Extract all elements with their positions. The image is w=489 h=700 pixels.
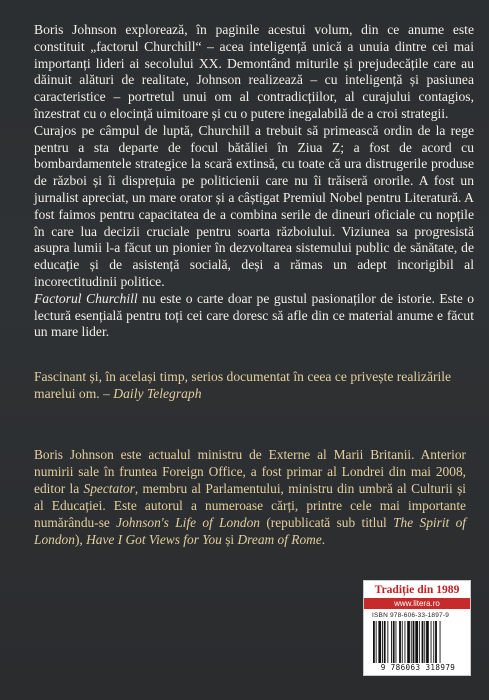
barcode-bar	[405, 621, 406, 663]
barcode-bar	[413, 621, 415, 663]
barcode-bar	[373, 621, 375, 663]
book-blurb	[34, 22, 474, 341]
barcode-bar	[396, 621, 397, 663]
barcode-bar	[411, 621, 412, 663]
barcode-number: 9 786063 318979	[380, 663, 456, 672]
isbn-label: ISBN 978-606-33-1897-9	[372, 612, 450, 619]
bio-book-title: Dream of Rome	[237, 532, 322, 547]
barcode-bar	[387, 621, 388, 663]
barcode-bar	[407, 621, 410, 663]
author-bio	[34, 446, 466, 548]
blurb-paragraph-3-text: nu este o carte doar pe gustul pasionaților de istorie. Este o lectură esențială pentru toți cei care doresc să afle din ce material anume e făcut un mare lider.	[34, 290, 475, 340]
bio-spectator: Spectator	[83, 481, 135, 496]
bio-text: ),	[74, 532, 87, 547]
barcode-bar	[419, 621, 420, 663]
bio-book-title: The Spirit of London	[34, 515, 467, 547]
bio-text: (republicată sub titlul	[260, 515, 394, 530]
barcode-bar	[376, 621, 377, 663]
barcode-bar	[384, 621, 386, 663]
barcode-bar	[391, 621, 392, 663]
barcode-bar	[431, 621, 432, 663]
barcode-sticker	[363, 580, 471, 676]
barcode-icon	[372, 621, 464, 663]
bio-text: Boris Johnson este actualul ministru de Externe al Marii Britanii. Anterior numirii sale în fruntea Foreign Office, a fost primar al Londrei din mai 2008, editor la	[34, 447, 466, 496]
barcode-bar	[426, 621, 429, 663]
barcode-bar	[393, 621, 395, 663]
barcode-bar	[440, 621, 441, 663]
blurb-paragraph-3	[34, 291, 474, 341]
barcode-bar	[399, 621, 401, 663]
barcode-bar	[382, 621, 383, 663]
bio-text: și	[221, 532, 238, 547]
press-quote	[34, 368, 464, 402]
publisher-tagline: Tradiție din 1989	[374, 583, 460, 596]
publisher-website: www.litera.ro	[364, 598, 470, 609]
bio-text: .	[321, 532, 326, 547]
barcode-bar	[435, 621, 437, 663]
book-title: Factorul Churchill	[34, 290, 138, 306]
barcode-bar	[422, 621, 424, 663]
bio-text: , membru al Parlamentului, ministru din umbră al Culturii și al Educației. Este autorul a numeroase cărți, printre cele mai importante numărându-se	[34, 481, 467, 530]
quote-source: Daily Telegraph	[113, 386, 202, 401]
bio-book-title: Johnson's Life of London	[116, 515, 260, 530]
barcode-bar	[433, 621, 434, 663]
bio-book-title: Have I Got Views for You	[86, 532, 222, 547]
blurb-paragraph-1: Boris Johnson explorează, în paginile acestui volum, din ce anume este constituit „factorul Churchill“ – acea inteligență unică a unuia dintre cei mai importanți lideri ai secolului XX. Demontând miturile și prejudecățile care au dăinuit alături de realitate, Johnson realizează – cu inteligență și pasiunea caracteristice – portretul unui om al contradicțiilor, al curajului contagios, înzestrat cu o elocință uimitoare și cu o putere inegalabilă de a croi strategii.	[34, 22, 474, 121]
blurb-paragraph-2: Curajos pe câmpul de luptă, Churchill a trebuit să primească ordin de la rege pentru a sta departe de focul bătăliei în Ziua Z; a fost de acord cu bombardamentele strategice la scară extinsă, cu toate că ura distrugerile produse de război și îi disprețuia pe politicienii care nu îi trăiseră ororile. A fost un jurnalist apreciat, un mare orator și a câștigat Premiul Nobel pentru Literatură. A fost faimos pentru capacitatea de a combina serile de dineuri oficiale cu nopțile în care lua decizii cruciale pentru soarta războiului. Viziunea sa progresistă asupra lumii l-a făcut un pionier în dezvoltarea sistemului public de sănătate, de educație și de asistență socială, deși a rămas un adept incorigibil al incorectitudinii politice.	[34, 122, 474, 289]
barcode-bar	[378, 621, 381, 663]
barcode-bar	[402, 621, 403, 663]
barcode-bar	[415, 621, 418, 663]
quote-text: Fascinant și, în același timp, serios documentat în ceea ce privește realizările marelui om. –	[34, 369, 452, 401]
barcode-bar	[424, 621, 425, 663]
